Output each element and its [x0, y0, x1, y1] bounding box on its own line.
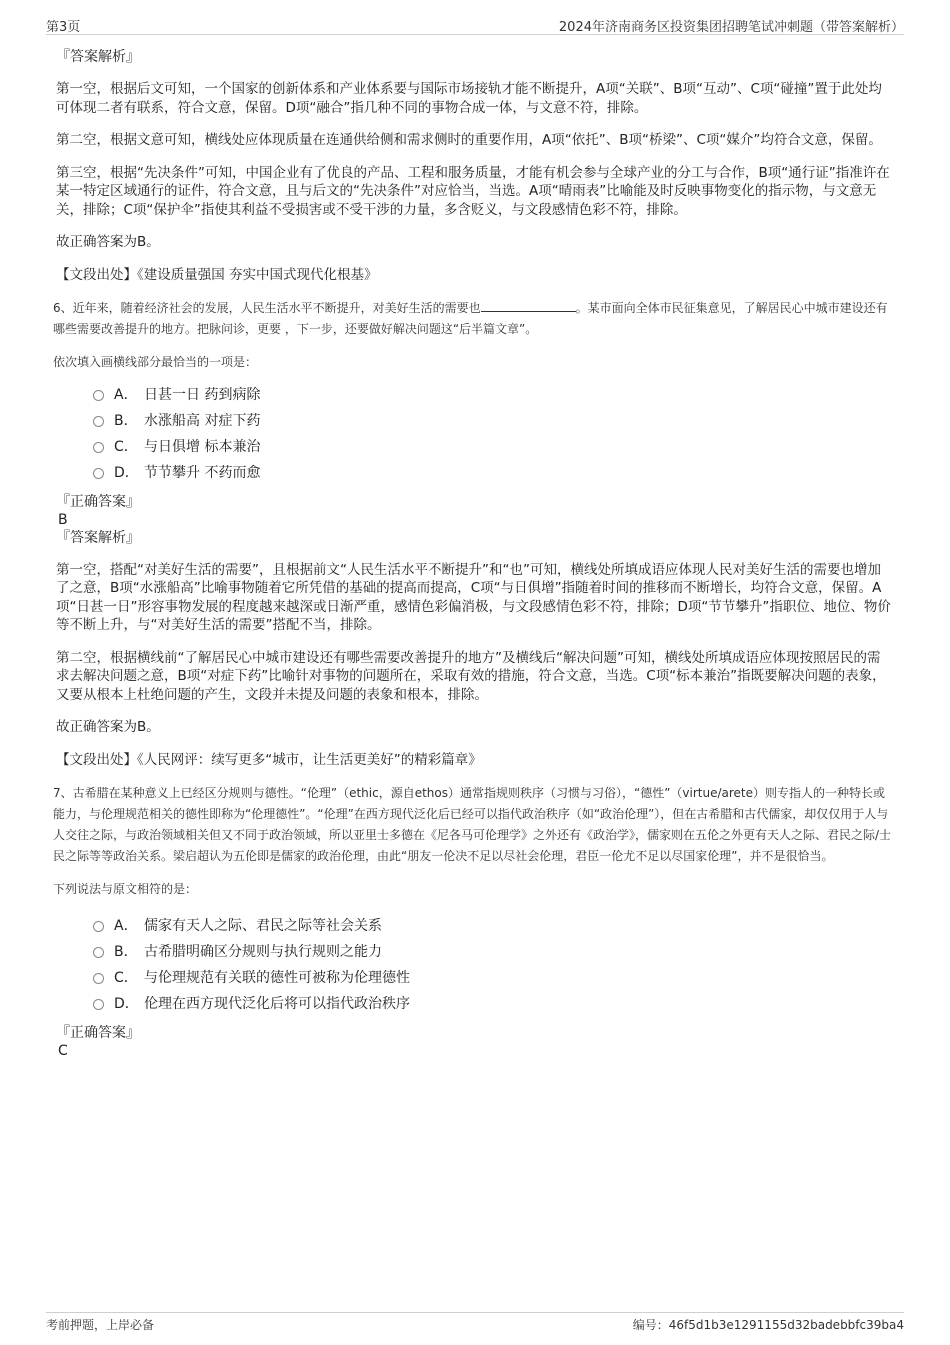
footer-slogan: 考前押题，上岸必备 [46, 1318, 155, 1332]
text-source: 【文段出处】《人民网评：续写更多“城市，让生活更美好”的精彩篇章》 [56, 751, 482, 768]
radio-icon[interactable] [93, 442, 104, 453]
question-stem: 6、近年来，随着经济社会的发展，人民生活水平不断提升，对美好生活的需要也 。某市面向全体市民征集意见，了解居民心中城市建设还有哪些需要改善提升的地方。把脉问诊，更要 ，下一步，还要做好解决问题这“后半篇文章”。 [53, 300, 888, 336]
option-a[interactable]: A． 日甚一日 药到病除 [93, 381, 892, 407]
page-header [46, 14, 904, 35]
options-list [93, 381, 892, 485]
option-b[interactable]: B． 水涨船高 对症下药 [93, 407, 892, 433]
option-b[interactable]: B． 古希腊明确区分规则与执行规则之能力 [93, 938, 892, 964]
correct-answer-tag: 『正确答案』 [56, 493, 140, 510]
radio-icon[interactable] [93, 973, 104, 984]
radio-icon[interactable] [93, 468, 104, 479]
correct-answer: B [58, 511, 68, 528]
conclusion: 故正确答案为B。 [56, 719, 160, 735]
page-footer [46, 1312, 904, 1333]
question-prompt: 下列说法与原文相符的是： [53, 881, 198, 896]
question-7-answer [56, 1024, 892, 1060]
page-content [53, 48, 892, 1060]
correct-answer: C [58, 1042, 68, 1059]
option-c[interactable]: C． 与日俱增 标本兼治 [93, 433, 892, 459]
analysis-paragraph: 第一空，根据后文可知，一个国家的创新体系和产业体系要与国际市场接轨才能不断提升，A项“关联”、B项“互动”、C项“碰撞”置于此处均可体现二者有联系，符合文意，保留。D项“融合”指几种不同的事物合成一体，与文意不符，排除。 [56, 81, 882, 116]
question-6 [53, 298, 892, 485]
question-7 [53, 783, 892, 1016]
question-5-analysis [56, 48, 892, 284]
analysis-tag: 『答案解析』 [56, 49, 140, 65]
conclusion: 故正确答案为B。 [56, 234, 160, 250]
question-stem: 7、古希腊在某种意义上已经区分规则与德性。“伦理”（ethic，源自ethos）通常指规则秩序（习惯与习俗），“德性”（virtue/arete）则专指人的一种特长或能力，与伦理规范相关的德性即称为“伦理德性”。“伦理”在西方现代泛化后已经可以指代政治秩序（如“政治伦理”），但在古希腊和古代儒家，却仅仅用于人与人交往之际，与政治领域相关但又不同于政治领域，所以亚里士多德在《尼各马可伦理学》之外还有《政治学》，儒家则在五伦之外更有天人之际、君民之际/士民之际等等政治关系。梁启超认为五伦即是儒家的政治伦理，由此“朋友一伦决不足以尽社会伦理，君臣一伦尤不足以尽国家伦理”，并不是很恰当。 [53, 785, 892, 863]
option-d[interactable]: D． 节节攀升 不药而愈 [93, 459, 892, 485]
text-source: 【文段出处】《建设质量强国 夯实中国式现代化根基》 [56, 266, 378, 283]
options-list [93, 912, 892, 1016]
analysis-paragraph: 第二空，根据文意可知，横线处应体现质量在连通供给侧和需求侧时的重要作用，A项“依托”、B项“桥梁”、C项“媒介”均符合文意，保留。 [56, 132, 882, 148]
option-a[interactable]: A． 儒家有天人之际、君民之际等社会关系 [93, 912, 892, 938]
radio-icon[interactable] [93, 390, 104, 401]
question-6-answer [56, 493, 892, 769]
question-prompt: 依次填入画横线部分最恰当的一项是： [53, 354, 258, 369]
fill-blank [481, 299, 576, 312]
analysis-paragraph: 第二空，根据横线前“了解居民心中城市建设还有哪些需要改善提升的地方”及横线后“解决问题”可知，横线处所填成语应体现按照居民的需求去解决问题之意，B项“对症下药”比喻针对事物的问题所在，采取有效的措施，符合文意，当选。C项“标本兼治”指既要解决问题的表象，又要从根本上杜绝问题的产生，文段并未提及问题的表象和根本，排除。 [56, 649, 886, 703]
document-code: 编号：46f5d1b3e1291155d32badebbfc39ba4 [632, 1318, 904, 1332]
document-title: 2024年济南商务区投资集团招聘笔试冲刺题（带答案解析） [558, 20, 904, 35]
radio-icon[interactable] [93, 416, 104, 427]
page-number: 第3页 [46, 20, 81, 35]
analysis-paragraph: 第三空，根据“先决条件”可知，中国企业有了优良的产品、工程和服务质量，才能有机会参与全球产业的分工与合作，B项“通行证”指准许在某一特定区域通行的证件，符合文意，且与后文的“先决条件”对应恰当，当选。A项“晴雨表”比喻能及时反映事物变化的指示物，与文意无关，排除；C项“保护伞”指使其利益不受损害或不受干涉的力量，多含贬义，与文段感情色彩不符，排除。 [56, 164, 890, 218]
analysis-paragraph: 第一空，搭配“对美好生活的需要”，且根据前文“人民生活水平不断提升”和“也”可知，横线处所填成语应体现人民对美好生活的需要也增加了之意，B项“水涨船高”比喻事物随着它所凭借的基础的提高而提高，C项“与日俱增”指随着时间的推移而不断增长，均符合文意，保留。A项“日甚一日”形容事物发展的程度越来越深或日渐严重，感情色彩偏消极，与文段感情色彩不符，排除；D项“节节攀升”指职位、地位、物价等不断上升，与“对美好生活的需要”搭配不当，排除。 [56, 561, 891, 633]
radio-icon[interactable] [93, 947, 104, 958]
option-c[interactable]: C． 与伦理规范有关联的德性可被称为伦理德性 [93, 964, 892, 990]
option-d[interactable]: D． 伦理在西方现代泛化后将可以指代政治秩序 [93, 990, 892, 1016]
correct-answer-tag: 『正确答案』 [56, 1024, 140, 1041]
analysis-tag: 『答案解析』 [56, 529, 140, 546]
radio-icon[interactable] [93, 921, 104, 932]
radio-icon[interactable] [93, 999, 104, 1010]
